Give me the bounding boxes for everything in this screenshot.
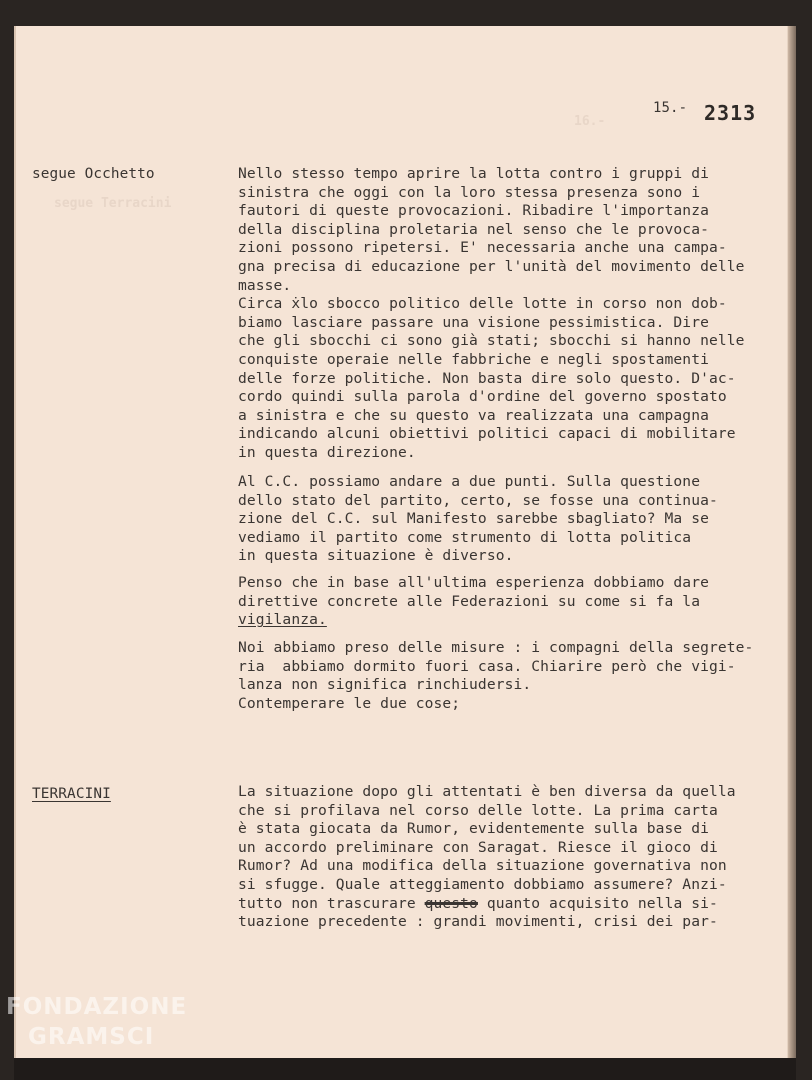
show-through-text: segue Terracini [54,196,172,211]
paragraph [238,165,783,463]
text-line: fautori di queste provocazioni. Ribadire l'importanza [238,202,709,220]
show-through-text: 16.- [574,114,606,129]
text-line: a sinistra e che su questo va realizzata una campagna [238,406,709,424]
text-line: si sfugge. Quale atteggiamento dobbiamo assumere? Anzi- [238,875,727,893]
text-line: Rumor? Ad una modifica della situazione governativa non [238,857,727,875]
paragraph [238,783,783,932]
text-line: direttive concrete alle Federazioni su come si fa la [238,592,701,610]
text-fragment: quanto acquisito nella si- [477,894,718,912]
text-line: cordo quindi sulla parola d'ordine del governo spostato [238,388,727,406]
text-line: Al C.C. possiamo andare a due punti. Sulla questione [238,473,701,490]
text-fragment: tutto non trascurare [238,894,425,912]
text-line [238,895,783,914]
text-line: Noi abbiamo preso delle misure : i compagni della segrete- [238,639,754,656]
text-line: zioni possono ripetersi. E' necessaria anche una campa- [238,239,727,257]
text-line: in questa direzione. [238,443,416,461]
speaker-label: TERRACINI [32,786,111,802]
text-line: indicando alcuni obiettivi politici capaci di mobilitare [238,425,736,443]
text-line: masse. [238,276,292,294]
struck-word: questo [424,894,478,912]
watermark-line: GRAMSCI [28,1024,155,1050]
text-line: dello stato del partito, certo, se fosse una continua- [238,491,718,509]
archive-watermark [6,992,187,1052]
text-line: vediamo il partito come strumento di lotta politica [238,528,692,546]
text-line: Contemperare le due cose; [238,694,461,712]
text-line: che gli sbocchi ci sono già stati; sbocchi si hanno nelle [238,332,745,350]
paragraph [238,639,783,713]
page-number: 2313 [704,101,757,125]
page-edge [788,26,796,1058]
text-line: un accordo preliminare con Saragat. Riesce il gioco di [238,838,718,856]
text-line: che si profilava nel corso delle lotte. La prima carta [238,801,718,819]
text-line: lanza non significa rinchiudersi. [238,676,532,694]
text-line: Nello stesso tempo aprire la lotta contro i gruppi di [238,165,709,182]
text-line: zione del C.C. sul Manifesto sarebbe sbagliato? Ma se [238,510,709,528]
watermark-line: FONDAZIONE [6,994,188,1020]
text-line: della disciplina proletaria nel senso che le provoca- [238,220,709,238]
text-line: sinistra che oggi con la loro stessa presenza sono i [238,183,701,201]
page-label: 15.- [653,100,688,116]
underlined-word: vigilanza. [238,611,327,629]
text-line: La situazione dopo gli attentati è ben diversa da quella [238,783,736,800]
text-line: delle forze politiche. Non basta dire solo questo. D'ac- [238,369,736,387]
text-line: biamo lasciare passare una visione pessimistica. Dire [238,313,709,331]
scan-background [14,1058,796,1080]
paragraph [238,473,783,566]
text-line: gna precisa di educazione per l'unità del movimento delle [238,257,745,275]
text-line: ria abbiamo dormito fuori casa. Chiarire però che vigi- [238,657,736,675]
text-line: è stata giocata da Rumor, evidentemente sulla base di [238,820,709,838]
paragraph [238,574,783,630]
text-line: tuazione precedente : grandi movimenti, crisi dei par- [238,913,718,931]
text-line: Penso che in base all'ultima esperienza dobbiamo dare [238,574,709,591]
text-line: Circa ẋlo sbocco politico delle lotte in corso non dob- [238,295,727,313]
speaker-label: segue Occhetto [32,166,155,182]
text-line: in questa situazione è diverso. [238,547,514,565]
text-line: conquiste operaie nelle fabbriche e negli spostamenti [238,350,709,368]
